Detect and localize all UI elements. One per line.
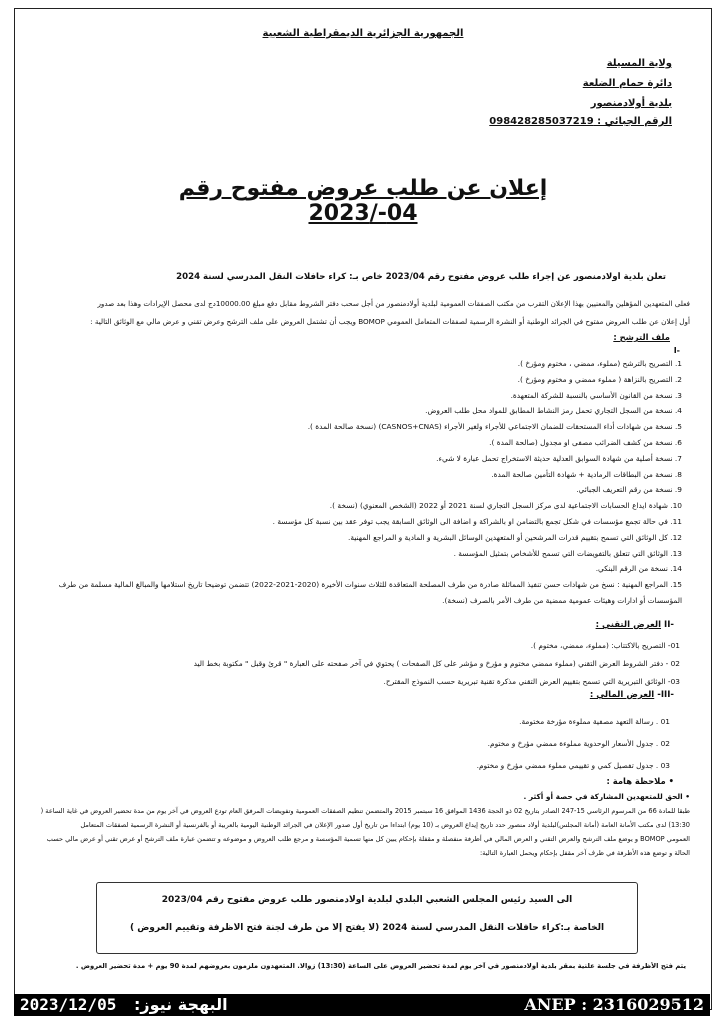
list-item: 10. شهادة ايداع الحسابات الاجتماعية لدى مركز السجل التجاري لسنة 2021 أو 2022 (الشخص المعنوي) (نسخة ). (329, 501, 682, 511)
list-item: 12. كل الوثائق التي تسمح بتقييم قدرات المرشحين أو المتعهدين الوسائل البشرية و المادية و المراجع المهنية. (347, 532, 682, 542)
note-line: الحالة و توضع هذه الأظرفة في ظرف آخر مقفل بإحكام ويحمل العبارة التالية: (480, 849, 690, 857)
publication-date: 2023/12/05 (20, 995, 117, 1014)
section-3-title: العرض المالي : (589, 690, 655, 700)
footer-bar (14, 994, 710, 1016)
list-item: 6. نسخة من كشف الضرائب مصفى او مجدول (صالحة المدة ). (489, 437, 682, 447)
list-item: 03- الوثائق التبريرية التي تسمح بتقييم العرض التقني مذكرة تقنية تبريرية حسب النموذج المقترح. (383, 676, 680, 686)
list-item: 14. نسخة من الرقم البنكي. (595, 564, 682, 574)
page-title: إعلان عن طلب عروض مفتوح رقم 04-/2023 (178, 176, 548, 226)
envelope-label-box (96, 882, 638, 954)
list-item: المؤسسات أو ادارات وهيئات عمومية ممضية من طرف الأمر بالصرف (نسخة). (442, 595, 682, 605)
list-item: 7. نسخة أصلية من شهادة السوابق العدلية حديثة الاستخراج تحمل عبارة لا شيء. (436, 453, 682, 463)
section-1-list (42, 358, 682, 607)
tax-id-line: الرقم الجبائي : 098428285037219 (489, 116, 672, 127)
section-2-number: -II (664, 620, 674, 630)
newspaper-name: البهجة نيوز: (134, 995, 228, 1014)
section-1-number: -I (673, 346, 680, 355)
list-item: 4. نسخة من السجل التجاري تحمل رمز النشاط المطابق للمواد محل طلب العروض. (425, 406, 682, 416)
note-line: طبقا للمادة 66 من المرسوم الرئاسي 15-247 الصادر بتاريخ 02 ذو الحجة 1436 الموافق 16 سبتمبر 2015 والمتضمن تنظيم الصفقات العمومية وتفويضات المرفق العام تودع العروض في آخر يوم من مدة تحضير العروض في غاية الساعة ( (40, 807, 690, 815)
section-3-number: -III- (657, 690, 674, 700)
notes-body (40, 790, 690, 860)
section-3-list (70, 716, 670, 771)
note-line: • الحق للمتعهدين المشاركة في حصة أو أكثر . (523, 792, 690, 801)
list-item: 1. التصريح بالترشح (مملوء، ممضي ، مختوم ومؤرخ ). (517, 359, 682, 368)
list-item: 01- التصريح بالاكتتاب: (مملوء، ممضي، مختوم ). (530, 641, 680, 650)
wilaya-line: ولاية المسيلة (606, 58, 672, 69)
list-item: 5. نسخة من شهادات أداء المستحقات للضمان الاجتماعي للأجراء ولغير الأجراء (CASNOS+CNAS) (نسخة صالحة المدة ). (307, 422, 682, 432)
intro-line-3: أول إعلان عن طلب العروض مفتوح في الجرائد الوطنية أو النشرة الرسمية لصفقات المتعامل العمومي BOMOP ويجب أن تشتمل العروض على ملف الترشح وعرض تقني و عرض مالي مع الوثائق التالية : (90, 317, 690, 326)
closing-text: يتم فتح الأظرفة في جلسة علنية بمقر بلدية أولادمنصور في آخر يوم لمدة تحضير العروض على الساعة (13:30) زوالا. المتعهدون ملزمون بعروضهم لمدة 90 يوم + مدة تحضير العروض . (75, 962, 686, 970)
notes-heading: • ملاحظة هامة : (606, 776, 674, 786)
list-item: 02 . جدول الأسعار الوحدوية مملوءة ممضي مؤرخ و مختوم. (487, 738, 670, 748)
list-item: 8. نسخة من البطاقات الرمادية + شهادة التأمين صالحة المدة. (491, 469, 682, 479)
section-2-list (40, 640, 680, 687)
section-3-heading (590, 690, 674, 700)
commune-line: بلدية أولادمنصور (590, 98, 672, 109)
section-2-title: العرض التقني : (595, 620, 662, 630)
intro-line-1: تعلن بلدية أولادمنصور عن إجراء طلب عروض مفتوح رقم 2023/04 خاص بـ: كراء حافلات النقل المدرسي لسنة 2024 (176, 272, 666, 282)
list-item: 3. نسخة من القانون الأساسي بالنسبة للشركة المتعهدة. (510, 390, 682, 400)
section-1-title: ملف الترشح : (613, 332, 670, 342)
note-line: 13:30) لدى مكتب الأمانة العامة (أمانة المجلس)لبلدية أولاد منصور حدد تاريخ إيداع العروض بـ (10 يوم) ابتداءا من تاريخ أول صدور الإعلان في الجرائد الوطنية اليومية بالعربية أو بالفرنسية أو النشرة الرسمية لصفقات المتعامل (80, 821, 690, 829)
list-item: 9. نسخة من رقم التعريف الجبائي. (576, 485, 682, 495)
intro-line-2: فعلى المتعهدين المؤهلين والمعنيين بهذا الإعلان التقرب من مكتب الصفقات العمومية لبلدية أولادمنصور من أجل سحب دفتر الشروط مقابل دفع مبلغ 10000.00دج لدى محصل الإيرادات وهذا بعد صدور (97, 299, 690, 308)
list-item: 13. الوثائق التي تتعلق بالتفويضات التي تسمح للأشخاص بتمثيل المؤسسة . (453, 548, 682, 558)
list-item: 02 - دفتر الشروط العرض التقني (مملوء ممضي مختوم و مؤرخ و مؤشر على كل الصفحات ) يحتوي في آخر صفحته على العبارة " قرئ وقبل " مكتوبة بخط اليد (193, 658, 680, 668)
republic-header: الجمهورية الجزائرية الديمقراطية الشعبية (262, 28, 464, 39)
list-item: 03 . جدول تفصيل كمي و تقييمي مملوء ممضي مؤرخ و مختوم. (476, 760, 670, 770)
envelope-line-1: الى السيد رئيس المجلس الشعبي البلدي لبلدية أولادمنصور طلب عروض مفتوح رقم 2023/04 (161, 895, 573, 905)
list-item: 11. في حالة تجمع مؤسسات في شكل تجمع بالتضامن او بالشراكة و اضافة الى الوثائق السابقة يجب توفر عقد بين نسبة كل مؤسسة . (272, 516, 682, 526)
envelope-line-2: الخاصة بـ:كراء حافلات النقل المدرسي لسنة 2024 (لا يفتح إلا من طرف لجنة فتح الأظرفة وتقييم العروض ) (129, 923, 605, 933)
anep-number: ANEP : 2316029512 (524, 995, 704, 1014)
list-item: 2. التصريح بالنزاهة ( مملوء ممضي و مختوم ومؤرخ ). (517, 374, 682, 384)
section-1-heading (613, 332, 670, 342)
note-line: العمومي BOMOP و يوضع ملف الترشح والعرض التقني و العرض المالي في أظرفة منفصلة و مقفلة بإحكام يبين كل منها تسمية المؤسسة و مرجع طلب العروض و موضوعه و تتضمن عبارة ملف الترشح أو عرض تقني أو عرض مالي حسب (46, 835, 690, 843)
list-item: 15. المراجع المهنية : نسخ من شهادات حسن تنفيذ المماثلة صادرة من طرف المصلحة المتعاقدة للثلاث سنوات الأخيرة (2020-2021-2022) تتضمن توضيحا تاريخ استلامها والمبالغ المالية مسلمة من طرف (58, 580, 682, 590)
daira-line: دائرة حمام الضلعة (582, 78, 672, 89)
list-item: 01 . رسالة التعهد مصفية مملوءة مؤرخة مختومة. (519, 717, 670, 726)
section-2-heading (596, 620, 674, 630)
